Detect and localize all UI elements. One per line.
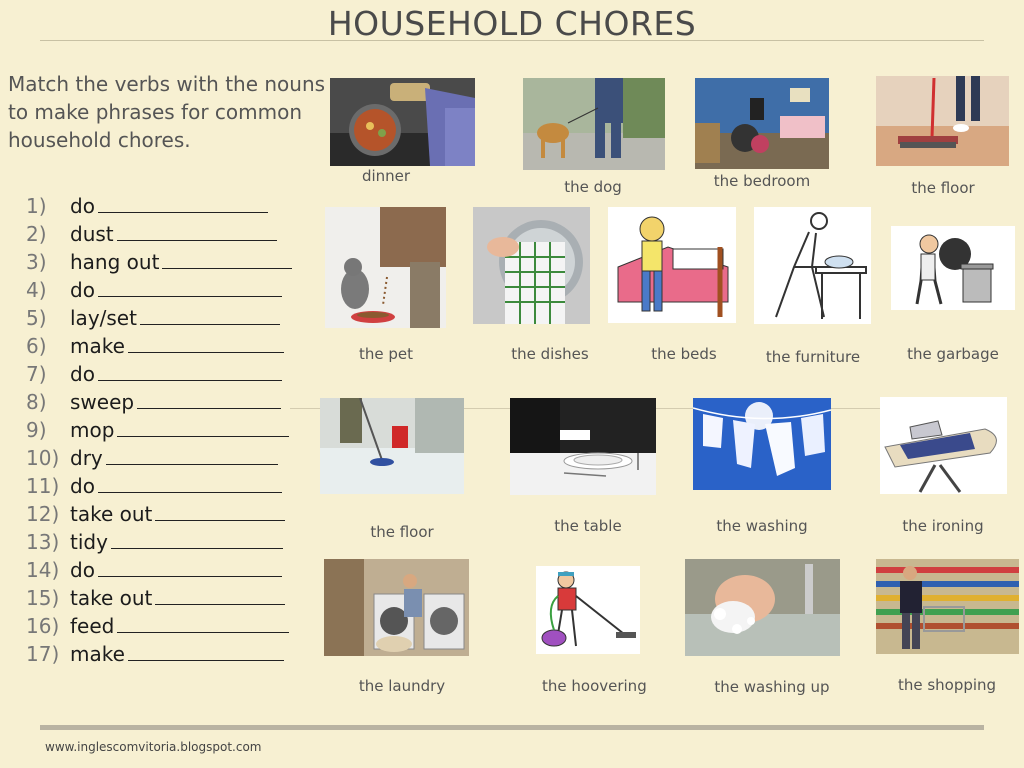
making-bed-illustration — [608, 207, 736, 323]
answer-blank[interactable] — [98, 360, 282, 381]
item-verb: dry — [70, 446, 103, 470]
sweeping-photo — [876, 76, 1009, 166]
answer-blank[interactable] — [106, 444, 278, 465]
dinner-photo — [330, 78, 475, 166]
caption-furniture: the furniture — [765, 348, 861, 366]
caption-garbage: the garbage — [907, 345, 999, 363]
hoovering-illustration — [536, 566, 640, 654]
item-verb: do — [70, 558, 95, 582]
caption-beds: the beds — [651, 345, 717, 363]
caption-dishes: the dishes — [511, 345, 589, 363]
answer-blank[interactable] — [128, 332, 284, 353]
caption-hoovering: the hoovering — [542, 677, 647, 695]
item-number: 10) — [26, 446, 60, 470]
list-item — [26, 192, 268, 220]
caption-bedroom: the bedroom — [713, 172, 811, 190]
caption-floor-2: the floor — [370, 523, 434, 541]
list-item — [26, 612, 289, 640]
list-item — [26, 528, 283, 556]
answer-blank[interactable] — [137, 388, 281, 409]
mopping-photo — [320, 398, 464, 494]
item-number: 17) — [26, 642, 60, 666]
answer-blank[interactable] — [117, 416, 289, 437]
answer-blank[interactable] — [98, 556, 282, 577]
list-item — [26, 444, 278, 472]
item-verb: tidy — [70, 530, 108, 554]
title-divider — [40, 40, 984, 41]
item-verb: take out — [70, 586, 153, 610]
setting-table-photo — [510, 398, 656, 495]
item-number: 16) — [26, 614, 60, 638]
item-number: 9) — [26, 418, 47, 442]
item-verb: lay/set — [70, 306, 137, 330]
caption-shopping: the shopping — [897, 676, 997, 694]
laundry-photo — [324, 559, 469, 656]
list-item — [26, 584, 285, 612]
feeding-pet-photo — [325, 207, 446, 328]
footer-url: www.inglescomvitoria.blogspot.com — [45, 740, 262, 754]
answer-blank[interactable] — [162, 248, 292, 269]
washing-up-photo — [685, 559, 840, 656]
answer-blank[interactable] — [98, 192, 268, 213]
item-number: 4) — [26, 278, 47, 302]
answer-blank[interactable] — [117, 220, 277, 241]
dog-walking-photo — [523, 78, 665, 170]
list-item — [26, 332, 284, 360]
answer-blank[interactable] — [117, 612, 289, 633]
caption-ironing: the ironing — [902, 517, 984, 535]
caption-dinner: dinner — [361, 167, 411, 185]
list-item — [26, 360, 282, 388]
item-verb: make — [70, 642, 125, 666]
dusting-illustration — [754, 207, 871, 324]
list-item — [26, 640, 284, 668]
item-number: 6) — [26, 334, 47, 358]
caption-washing: the washing — [716, 517, 808, 535]
item-number: 2) — [26, 222, 47, 246]
item-verb: take out — [70, 502, 153, 526]
answer-blank[interactable] — [155, 584, 285, 605]
answer-blank[interactable] — [140, 304, 280, 325]
item-verb: do — [70, 278, 95, 302]
answer-blank[interactable] — [111, 528, 283, 549]
caption-dog: the dog — [564, 178, 622, 196]
item-verb: do — [70, 194, 95, 218]
list-item — [26, 248, 292, 276]
item-verb: feed — [70, 614, 115, 638]
answer-blank[interactable] — [128, 640, 284, 661]
list-item — [26, 388, 281, 416]
list-item — [26, 304, 280, 332]
item-number: 1) — [26, 194, 47, 218]
item-verb: sweep — [70, 390, 135, 414]
taking-out-garbage-illustration — [891, 226, 1015, 310]
instructions: Match the verbs with the nouns to make phrases for common household chores. — [8, 72, 326, 152]
footer-divider — [40, 725, 984, 730]
item-number: 5) — [26, 306, 47, 330]
item-number: 12) — [26, 502, 60, 526]
item-verb: mop — [70, 418, 115, 442]
list-item — [26, 472, 282, 500]
item-number: 15) — [26, 586, 60, 610]
caption-washing-up: the washing up — [714, 678, 830, 696]
item-number: 8) — [26, 390, 47, 414]
list-item — [26, 220, 277, 248]
shopping-photo — [876, 559, 1019, 654]
answer-blank[interactable] — [98, 472, 282, 493]
caption-laundry: the laundry — [358, 677, 446, 695]
item-number: 14) — [26, 558, 60, 582]
item-verb: make — [70, 334, 125, 358]
ironing-photo — [880, 397, 1007, 494]
list-item — [26, 276, 282, 304]
caption-floor-1: the floor — [911, 179, 975, 197]
item-number: 3) — [26, 250, 47, 274]
list-item — [26, 416, 289, 444]
caption-pet: the pet — [358, 345, 414, 363]
item-verb: do — [70, 362, 95, 386]
item-verb: do — [70, 474, 95, 498]
list-item — [26, 500, 285, 528]
hanging-washing-photo — [693, 398, 831, 490]
answer-blank[interactable] — [155, 500, 285, 521]
list-item — [26, 556, 282, 584]
item-number: 13) — [26, 530, 60, 554]
messy-bedroom-photo — [695, 78, 829, 169]
caption-table: the table — [554, 517, 622, 535]
answer-blank[interactable] — [98, 276, 282, 297]
drying-dishes-photo — [473, 207, 590, 324]
item-number: 7) — [26, 362, 47, 386]
page-title: HOUSEHOLD CHORES — [327, 4, 697, 43]
item-number: 11) — [26, 474, 60, 498]
item-verb: dust — [70, 222, 114, 246]
item-verb: hang out — [70, 250, 160, 274]
